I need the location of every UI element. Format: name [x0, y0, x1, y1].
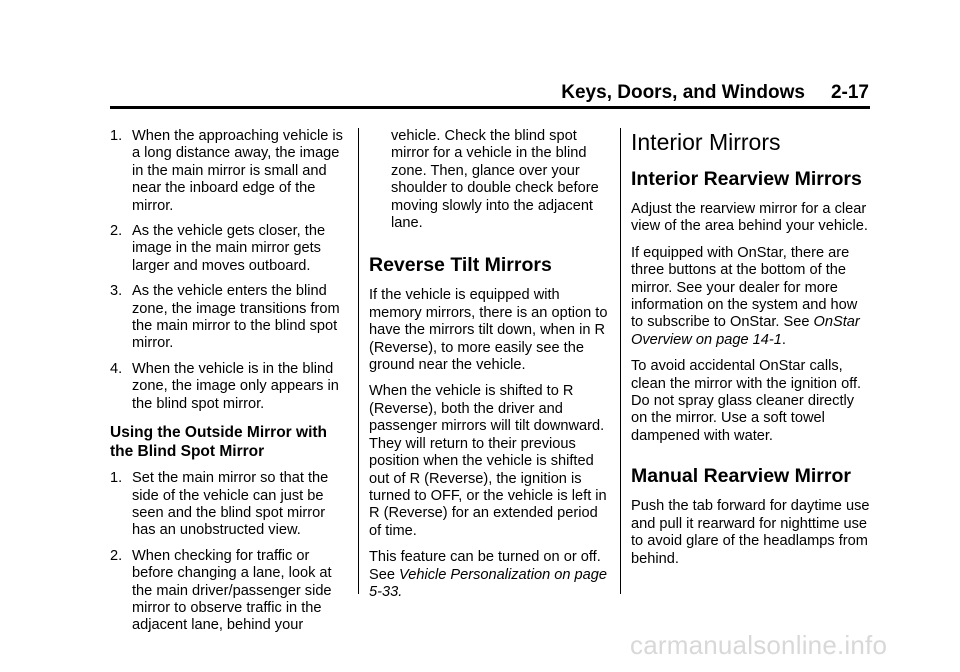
page-number: 2-17	[830, 82, 869, 103]
item-number: 1.	[110, 470, 123, 487]
item-text: When the vehicle is in the blind zone, the image only appears in the blind spot mirror.	[132, 360, 339, 412]
paragraph: Adjust the rearview mirror for a clear view of the area behind your vehicle.	[631, 201, 868, 235]
chapter-title: Interior Mirrors	[631, 129, 781, 155]
item-number: 2.	[110, 547, 123, 564]
header-rule	[110, 106, 870, 109]
column-divider-1	[358, 128, 359, 594]
item-number: 2.	[110, 223, 123, 240]
cross-reference-link[interactable]: Vehicle Personalization on page 5-33.	[369, 566, 607, 600]
column-3	[631, 128, 871, 577]
paragraph: If the vehicle is equipped with memory mirrors, there is an option to have the mirrors tilt down, when in R (Reverse), to more easily see the ground near the vehicle.	[369, 287, 608, 374]
list-item	[110, 548, 350, 635]
watermark: carmanualsonline.info	[630, 630, 888, 660]
continued-text: vehicle. Check the blind spot mirror for a vehicle in the blind zone. Then, glance over your shoulder to double check before moving slowly into the adjacent lane.	[391, 128, 599, 232]
list-item	[110, 223, 350, 275]
list-item	[110, 128, 350, 215]
section-heading: Using the Outside Mirror with the Blind Spot Mirror	[110, 424, 328, 461]
item-number: 3.	[110, 283, 123, 300]
list-item	[110, 470, 350, 540]
section-heading: Reverse Tilt Mirrors	[369, 254, 552, 277]
paragraph: Push the tab forward for daytime use and pull it rearward for nighttime use to avoid glare of the headlamps from behind.	[631, 498, 870, 567]
item-number: 4.	[110, 360, 123, 377]
paragraph: To avoid accidental OnStar calls, clean the mirror with the ignition off. Do not spray glass cleaner directly on the mirror. Use a soft towel dampened with water.	[631, 358, 862, 444]
column-divider-2	[620, 128, 621, 594]
section-title: Keys, Doors, and Windows	[561, 82, 805, 103]
column-1	[110, 128, 350, 643]
paragraph-text: This feature can be turned on or off. See	[369, 549, 601, 583]
paragraph-text: If equipped with OnStar, there are three buttons at the bottom of the mirror. See your dealer for more information on the system and how to subscribe to OnStar. See	[631, 244, 858, 331]
item-text: When the approaching vehicle is a long distance away, the image in the main mirror is small and near the inboard edge of the mirror.	[132, 128, 343, 214]
paragraph	[369, 549, 609, 601]
section-heading: Interior Rearview Mirrors	[631, 168, 862, 190]
item-number: 1.	[110, 128, 123, 144]
page-header	[0, 82, 869, 104]
list-item	[110, 361, 350, 413]
paragraph: When the vehicle is shifted to R (Reverse), both the driver and passenger mirrors will tilt downward. They will return to their previous position when the vehicle is shifted out of R (Reverse), the ignition is turned to OFF, or the vehicle is left in R (Reverse) for an extended period of time.	[369, 383, 607, 539]
outside-mirror-steps-list	[110, 470, 350, 635]
cross-reference-link[interactable]: OnStar Overview on page 14-1	[631, 314, 860, 348]
section-heading: Manual Rearview Mirror	[631, 465, 851, 488]
list-item	[110, 283, 350, 353]
item-text: As the vehicle enters the blind zone, the image transitions from the main mirror to the blind spot mirror.	[132, 283, 340, 352]
paragraph	[631, 245, 871, 349]
item-text: Set the main mirror so that the side of the vehicle can just be seen and the blind spot mirror has an unobstructed view.	[132, 470, 329, 539]
column-2	[369, 128, 609, 610]
mirror-steps-list	[110, 128, 350, 413]
paragraph-end: .	[781, 331, 786, 348]
item-text: As the vehicle gets closer, the image in the main mirror gets larger and moves outboard.	[132, 223, 326, 274]
item-text: When checking for traffic or before changing a lane, look at the main driver/passenger side mirror to observe traffic in the adjacent lane, behind your	[132, 547, 332, 634]
